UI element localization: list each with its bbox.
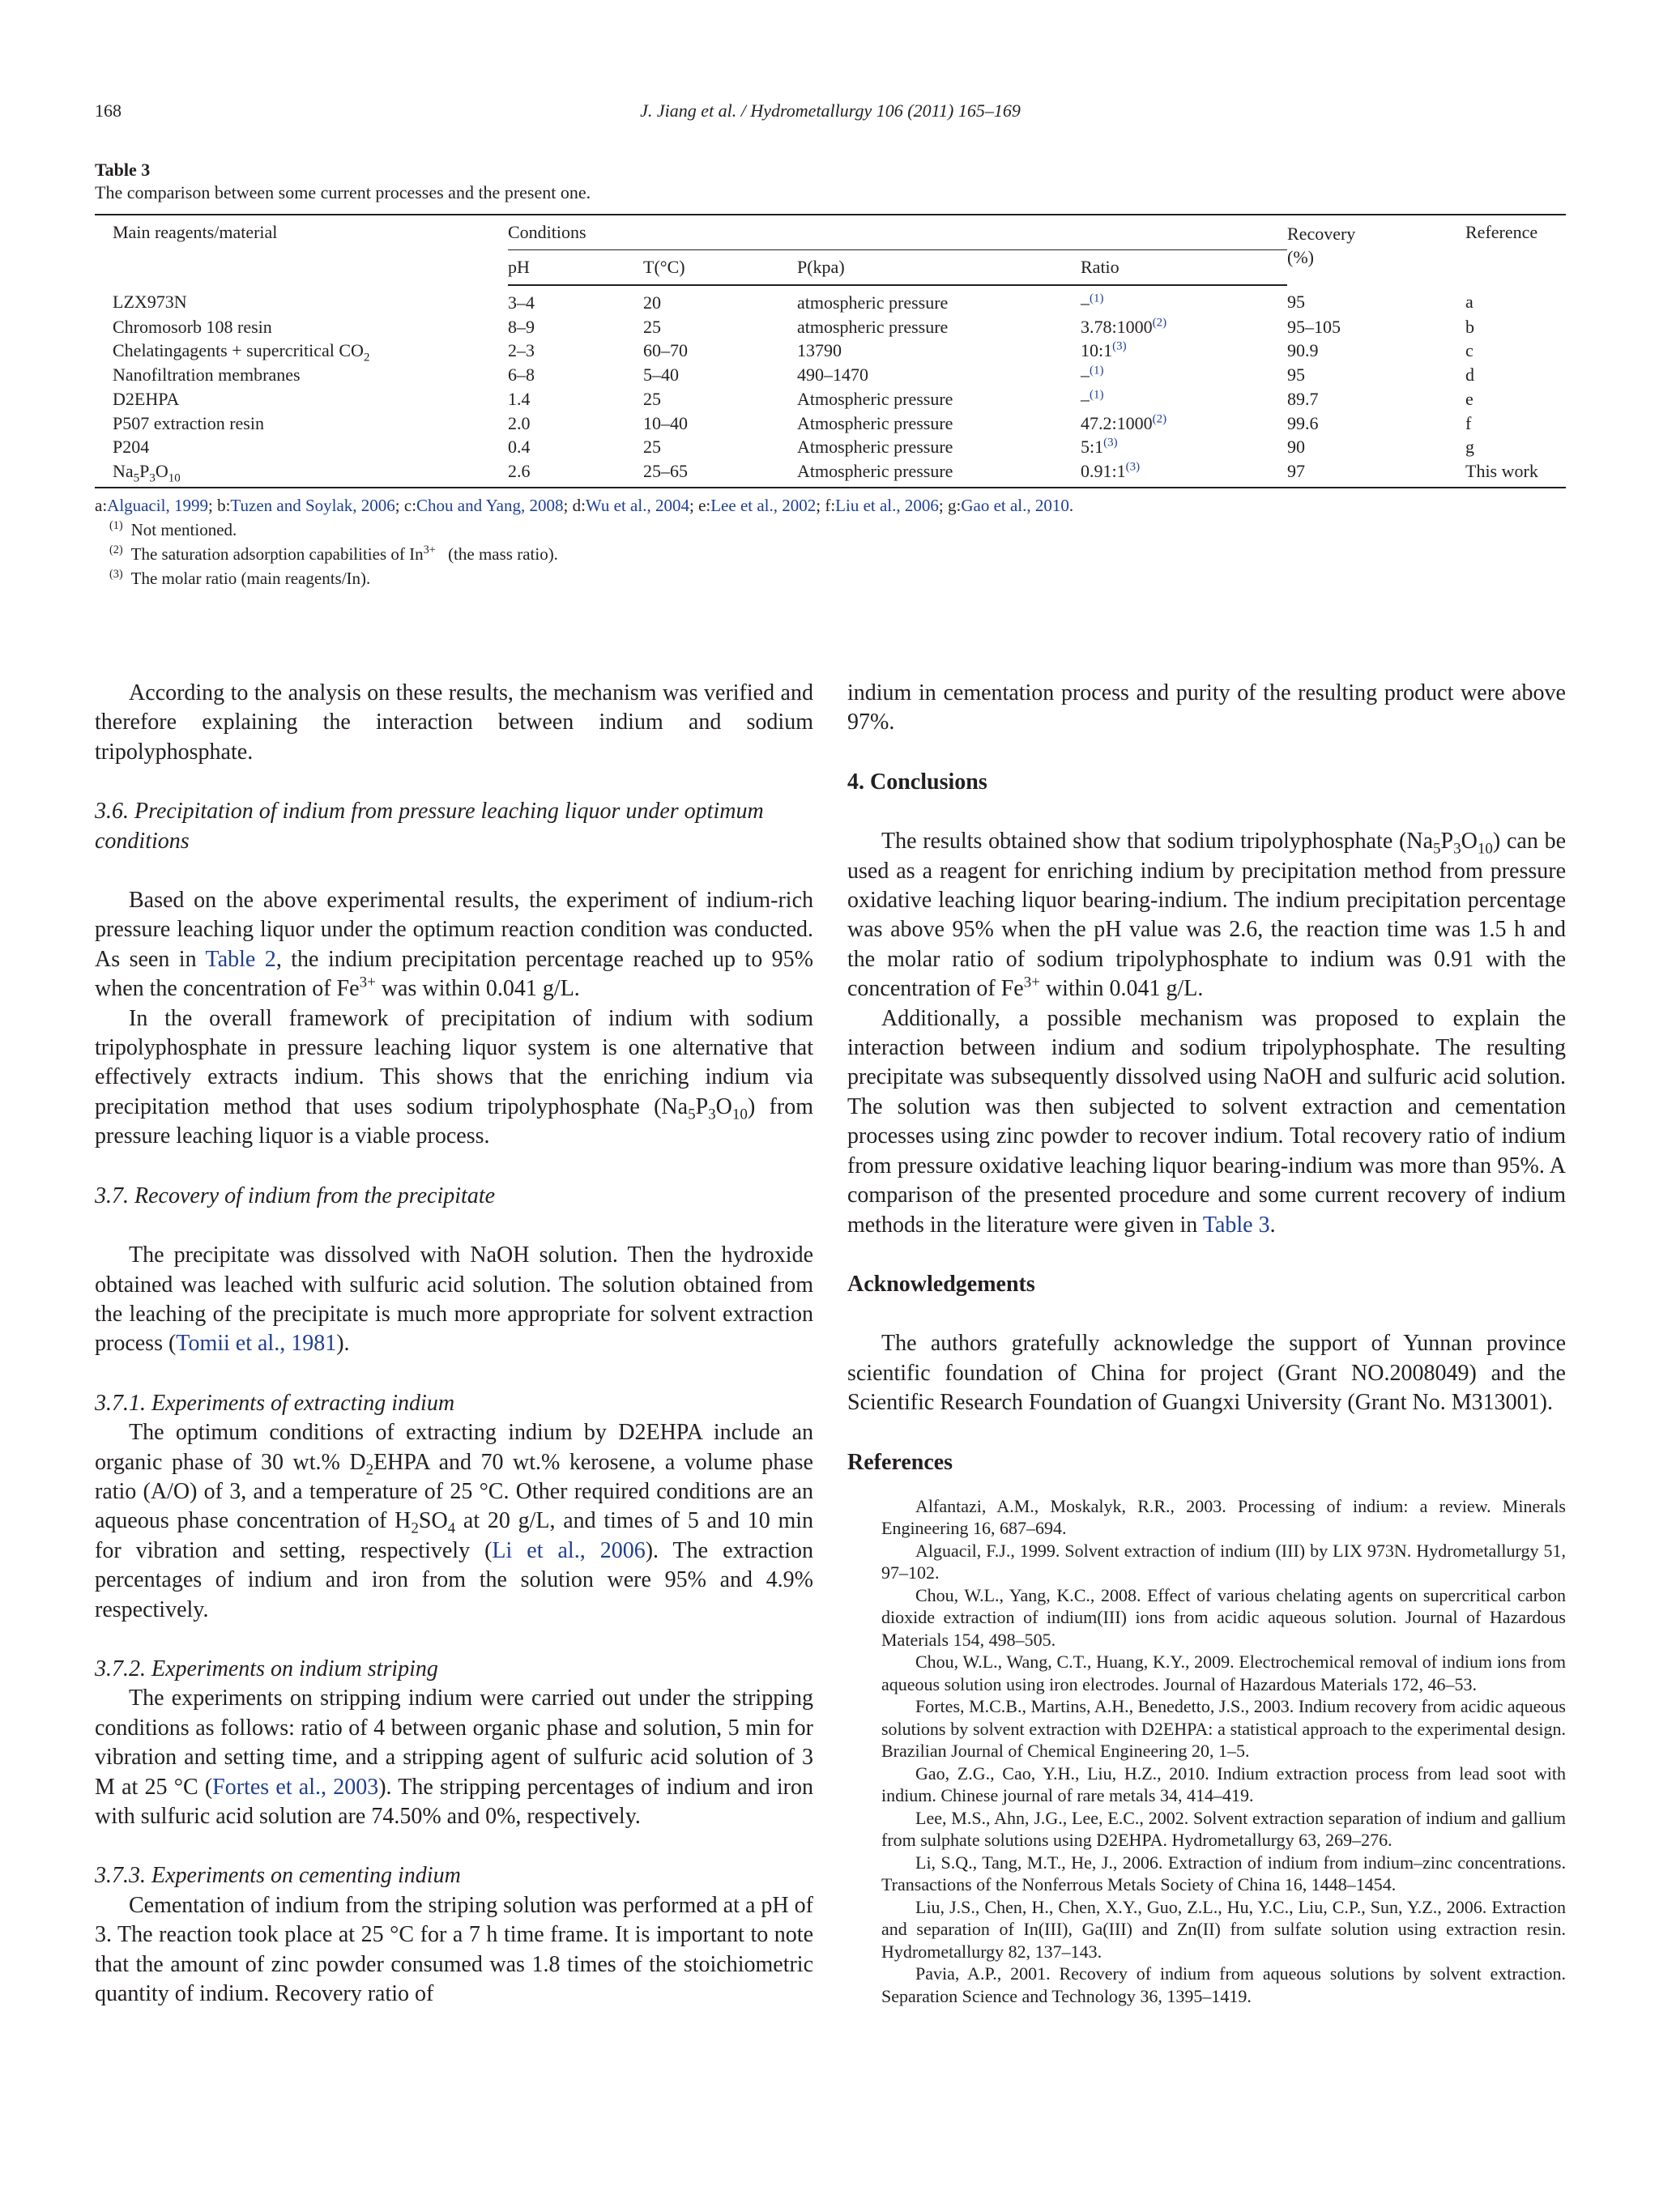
ratio-value: 5:1 [1081,437,1104,458]
paragraph: Cementation of indium from the striping solution was performed at a pH of 3. The reaction took place at 25 °C for a 7 h time frame. It is important to note that the amount of zinc powder consumed was 1.8 times of the stoichiometric quantity of indium. Recovery ratio of [95,1892,813,2007]
reference-item: Chou, W.L., Yang, K.C., 2008. Effect of various chelating agents on supercritical carbon dioxide extraction of indium(III) ions from acidic aqueous solution. Journal of Hazardous Materials 154, 498–505. [881,1584,1566,1650]
cell-material: P204 [113,437,150,458]
text: The results obtained show that sodium tripolyphosphate (Na [881,829,1434,855]
cell-material: P507 extraction resin [113,412,264,433]
citation-link[interactable]: Tuzen and Soylak, 2006 [230,495,395,515]
cell-ph: 3–4 [508,292,535,313]
cell-recovery: 89.7 [1287,388,1319,409]
header-recovery-label: Recovery (%) [1287,224,1356,267]
cell-ph: 6–8 [508,364,535,386]
text: O [1461,829,1478,855]
comparison-table [95,214,1566,488]
footnote-link[interactable]: (1) [1090,364,1104,377]
cell-recovery: 99.6 [1287,412,1319,433]
section-3-7-1-title: 3.7.1. Experiments of extracting indium [95,1390,455,1416]
ratio-value: 10:1 [1081,340,1113,361]
cell-temp: 60–70 [643,340,688,361]
table-2-link[interactable]: Table 2 [205,946,276,972]
section-4-title: 4. Conclusions [847,769,987,795]
text: The precipitate was dissolved with NaOH solution. Then the hydroxide obtained was leached with sulfuric acid solution. The solution obtained from the leaching of the precipitate is much more appropriate for solvent extraction process ( [95,1242,813,1357]
text: ) from pressure leaching liquor is a viable process. [95,1093,813,1149]
cell-ratio [1081,285,1287,315]
citation-link[interactable]: Lee et al., 2002 [710,495,817,515]
formula-na5p3o10: $Na_5P_3O_{10}$ [113,460,181,485]
text: ) can be used as a reagent for enriching indium by precipitation method from pressure oxidative leaching liquor bearing-indium. The indium precipitation percentage was above 95% when the pH value was 2.6, the reaction time was 1.5 h and the molar ratio of sodium tripolyphosphate to indium was 0.91 with the concentration of Fe [847,829,1566,1002]
cell-reference: This work [1465,459,1566,488]
cell-temp: 25–65 [643,459,797,488]
right-column [847,679,1566,2007]
text: P [1440,829,1454,855]
citation-link[interactable]: Wu et al., 2004 [585,495,689,515]
cell-pressure: Atmospheric pressure [797,459,1081,488]
footnote-3 [95,566,1566,590]
cell-temp: 25 [643,316,661,337]
table-row [95,285,1566,315]
subscript: 5 [1433,840,1441,858]
footnote-link[interactable]: (3) [1112,340,1127,354]
cell-recovery: 97 [1287,459,1465,488]
ref-key-sep: ; [689,495,699,515]
left-column [95,679,813,2009]
paragraph [95,886,813,1004]
footnote-link[interactable]: (3) [1125,460,1141,474]
cell-temp: 25 [643,437,661,458]
header-recovery [1287,215,1465,285]
ref-key-prefix: b: [217,495,231,515]
superscript: 3+ [423,543,436,556]
cell-temp: 10–40 [643,412,688,433]
text: O [715,1093,732,1119]
footnote-text: The saturation adsorption capabilities of In [130,543,424,564]
cell-pressure: Atmospheric pressure [797,412,953,433]
cell-material [95,459,508,488]
subscript: 5 [688,1106,696,1123]
references-title: References [847,1449,953,1475]
cell-material: LZX973N [113,292,187,312]
page-number: 168 [95,100,122,121]
paragraph: According to the analysis on these results, the mechanism was verified and therefore explaining the interaction between indium and sodium tripolyphosphate. [95,680,813,765]
ratio-value: – [1081,364,1090,386]
ref-key-sep: ; [207,495,218,515]
citation-link[interactable]: Liu et al., 2006 [835,495,939,515]
footnote-link[interactable]: (1) [1090,292,1104,305]
cell-reference: e [1465,388,1473,409]
table-caption: The comparison between some current processes and the present one. [95,182,591,202]
section-3-7-3-title: 3.7.3. Experiments on cementing indium [95,1863,461,1889]
section-3-7-2-title: 3.7.2. Experiments on indium striping [95,1656,438,1681]
header-reference: Reference [1465,215,1566,285]
footnote-2 [95,542,1566,566]
cell-ratio [1081,315,1287,339]
ref-key-sep: ; [563,495,573,515]
ratio-value: 3.78:1000 [1081,316,1153,337]
table-row [95,411,1566,436]
cell-temp: 25 [643,388,661,409]
ref-key-prefix: e: [698,495,711,515]
table-row [95,339,1566,363]
page-header [95,100,1566,133]
cell-pressure: atmospheric pressure [797,292,949,313]
citation-link[interactable]: Li et al., 2006 [492,1537,646,1563]
ref-key-prefix: c: [403,495,417,515]
cell-recovery: 95–105 [1287,316,1341,337]
citation-link[interactable]: Gao et al., 2010 [961,495,1069,515]
text: at 20 g/L, and times of 5 and 10 min for vibration and setting, respectively ( [95,1508,813,1563]
table-row [95,435,1566,459]
reference-item: Chou, W.L., Wang, C.T., Huang, K.Y., 2009. Electrochemical removal of indium ions from aqueous solution using iron electrodes. Journal of Hazardous Materials 172, 46–53. [881,1652,1566,1694]
cell-reference: d [1465,364,1474,386]
text: ). [336,1331,350,1357]
cell-pressure: Atmospheric pressure [797,388,953,409]
footnote-mark: (2) [109,543,123,556]
ref-key-prefix: f: [825,495,836,515]
cell-reference: f [1465,412,1472,433]
cell-reference: g [1465,437,1474,458]
reference-list [847,1495,1566,2008]
reference-item: Li, S.Q., Tang, M.T., He, J., 2006. Extraction of indium from indium–zinc concentrations. Transactions of the Nonferrous Metals Society of China 16, 1448–1454. [881,1852,1566,1895]
cell-ph: 8–9 [508,316,535,337]
citation-link[interactable]: Chou and Yang, 2008 [416,495,564,515]
text: The experiments on stripping indium were carried out under the stripping conditions as follows: ratio of 4 between organic phase and solution, 5 min for vibration and setting time, and a stripping agent of sulfuric acid solution of 3 M at 25 °C ( [95,1686,813,1800]
cell-ph: 1.4 [508,388,531,409]
paragraph: The authors gratefully acknowledge the support of Yunnan province scientific foundation of China for project (Grant NO.2008049) and the Scientific Research Foundation of Guangxi University (Grant No. M313001). [847,1331,1566,1416]
text: EHPA and 70 wt.% kerosene, a volume phase ratio (A/O) of 3, and a temperature of 25 °C. Other required conditions are an aqueous phase concentration of H [95,1449,813,1534]
text: SO [418,1508,448,1534]
text: ). The extraction percentages of indium and iron from the solution were 95% and 4.9% respectively. [95,1537,814,1622]
text: P [695,1093,709,1119]
material-subscript: 2 [363,351,370,364]
footnote-link[interactable]: (3) [1103,436,1118,450]
paragraph: indium in cementation process and purity of the resulting product were above 97%. [847,680,1566,735]
cell-ratio [1081,435,1287,459]
cell-reference: c [1465,340,1473,361]
ref-key-prefix: a: [95,495,108,515]
table-row [95,315,1566,339]
footnote-link[interactable]: (2) [1152,316,1167,330]
section-3-6-title: 3.6. Precipitation of indium from pressure leaching liquor under optimum conditions [95,799,764,854]
cell-ph: 0.4 [508,437,531,458]
cell-material [95,339,508,363]
citation-link[interactable]: Alguacil, 1999 [107,495,208,515]
cell-pressure: Atmospheric pressure [797,437,953,458]
paragraph [95,1418,813,1625]
cell-material: Chromosorb 108 resin [113,316,272,337]
footnote-mark: (3) [109,567,123,581]
text: ). The stripping percentages of indium and iron with sulfuric acid solution are 74.50% and 0%, respectively. [95,1774,813,1829]
header-ph: pH [508,250,643,286]
footnote-link[interactable]: (1) [1090,388,1104,402]
citation-link[interactable]: Fortes et al., 2003 [212,1774,379,1800]
table-3-block [95,159,1566,590]
cell-ph: 2–3 [508,340,535,361]
paragraph [95,1241,813,1359]
text: Additionally, a possible mechanism was proposed to explain the interaction between indium and sodium tripolyphosphate. The resulting precipitate was subsequently dissolved using NaOH and sulfuric acid solution. The solution was then subjected to solvent extraction and cementation processes using zinc powder to recover indium. Total recovery ratio of indium from pressure oxidative leaching liquor bearing-indium was more than 95%. A comparison of the presented procedure and some current recovery of indium methods in the literature were given in [847,1005,1566,1238]
section-3-7-title: 3.7. Recovery of indium from the precipitate [95,1183,496,1208]
reference-item: Lee, M.S., Ahn, J.G., Lee, E.C., 2002. Solvent extraction separation of indium and gallium from sulphate solutions using D2EHPA. Hydrometallurgy 63, 269–276. [881,1807,1566,1851]
ref-key-sep: ; [938,495,948,515]
footnote-mark: (1) [109,518,123,532]
header-pressure: P(kpa) [797,250,1081,286]
superscript: 3+ [359,974,376,991]
reference-item: Liu, J.S., Chen, H., Chen, X.Y., Guo, Z.L., Hu, Y.C., Liu, C.P., Sun, Y.Z., 2006. Extraction and separation of In(III), Ga(III) and Zn(II) from sulfate solution using extraction resin. Hydrometallurgy 82, 137–143. [881,1896,1566,1962]
cell-ratio [1081,387,1287,411]
cell-pressure: 490–1470 [797,364,868,386]
subscript: 2 [365,1461,374,1479]
ref-key-sep: ; [394,495,404,515]
cell-pressure: atmospheric pressure [797,316,949,337]
cell-material: Nanofiltration membranes [113,364,301,386]
ref-key-sep: ; [816,495,825,515]
cell-ratio [1081,459,1287,488]
paragraph [847,1004,1566,1240]
footnote-text: Not mentioned. [130,519,237,539]
table-row [95,387,1566,411]
text: within 0.041 g/L. [1039,976,1204,1002]
paragraph [95,1684,813,1831]
text: The optimum conditions of extracting indium by D2EHPA include an organic phase of 30 wt.% D [95,1420,813,1475]
subscript: 2 [411,1519,419,1537]
reference-key [95,493,1566,518]
subscript: 3 [708,1106,716,1123]
subscript: 4 [447,1519,456,1537]
acknowledgements-title: Acknowledgements [847,1271,1035,1297]
cell-ph: 2.6 [508,459,643,488]
cell-pressure: 13790 [797,340,842,361]
superscript: 3+ [1023,974,1040,991]
cell-reference: b [1465,316,1474,337]
ref-key-prefix: d: [572,495,586,515]
cell-ratio [1081,363,1287,387]
text: Based on the above experimental results, the experiment of indium-rich pressure leaching liquor under the optimum reaction condition was conducted. As seen in [95,888,813,972]
header-conditions: Conditions [508,215,1287,250]
text: In the overall framework of precipitation of indium with sodium tripolyphosphate in pressure leaching liquor system is one alternative that effectively extracts indium. This shows that the enriching indium via precipitation method that uses sodium tripolyphosphate (Na [95,1005,813,1119]
ref-key-sep: . [1068,495,1074,515]
reference-item: Fortes, M.C.B., Martins, A.H., Benedetto, J.S., 2003. Indium recovery from acidic aqueous solutions by solvent extraction with D2EHPA: a statistical approach to the experimental design. Brazilian Journal of Chemical Engineering 20, 1–5. [881,1696,1566,1762]
text: . [1269,1212,1276,1238]
paragraph [847,827,1566,1004]
reference-item: Alguacil, F.J., 1999. Solvent extraction of indium (III) by LIX 973N. Hydrometallurgy 51, 97–102. [881,1540,1566,1583]
reference-item: Pavia, A.P., 2001. Recovery of indium from aqueous solutions by solvent extraction. Separation Science and Technology 36, 1395–1419. [881,1963,1566,2006]
cell-ratio [1081,411,1287,436]
subscript: 10 [731,1106,748,1123]
table-title: Table 3 [95,160,151,180]
cell-recovery: 90.9 [1287,340,1319,361]
table-3-link[interactable]: Table 3 [1202,1212,1270,1238]
ratio-value: – [1081,292,1090,313]
reference-item: Alfantazi, A.M., Moskalyk, R.R., 2003. Processing of indium: a review. Minerals Engineering 16, 687–694. [881,1495,1566,1539]
footnote-1 [95,518,1566,542]
text: was within 0.041 g/L. [375,976,580,1002]
subscript: 3 [1453,840,1461,858]
text: , the indium precipitation percentage reached up to 95% when the concentration of Fe [95,946,813,1002]
running-head: J. Jiang et al. / Hydrometallurgy 106 (2011) 165–169 [640,100,1021,121]
cell-temp: 5–40 [643,364,679,386]
cell-ratio [1081,339,1287,363]
ratio-value: – [1081,388,1090,409]
material-text: Chelatingagents + supercritical CO [113,340,364,361]
citation-link[interactable]: Tomii et al., 1981 [176,1331,337,1357]
footnote-text: The molar ratio (main reagents/In). [130,568,371,588]
footnote-text: (the mass ratio). [443,543,558,564]
table-row [95,459,1566,488]
table-row [95,363,1566,387]
cell-reference: a [1465,292,1473,312]
cell-material: D2EHPA [113,388,180,409]
cell-recovery: 90 [1287,437,1305,458]
reference-item: Gao, Z.G., Cao, Y.H., Liu, H.Z., 2010. Indium extraction process from lead soot with indium. Chinese journal of rare metals 34, 414–419. [881,1762,1566,1806]
paragraph [95,1004,813,1152]
cell-ph: 2.0 [508,412,531,433]
cell-recovery: 95 [1287,292,1305,312]
footnote-link[interactable]: (2) [1152,412,1167,426]
ratio-value: 47.2:1000 [1081,412,1153,433]
ref-key-prefix: g: [948,495,962,515]
subscript: 10 [1477,840,1493,858]
header-temperature: T(°C) [643,250,797,286]
cell-temp: 20 [643,292,661,313]
ratio-value: 0.91:1 [1081,460,1126,481]
table-notes [95,493,1566,590]
cell-recovery: 95 [1287,364,1305,386]
header-ratio: Ratio [1081,250,1287,286]
header-main-reagents: Main reagents/material [95,215,508,285]
